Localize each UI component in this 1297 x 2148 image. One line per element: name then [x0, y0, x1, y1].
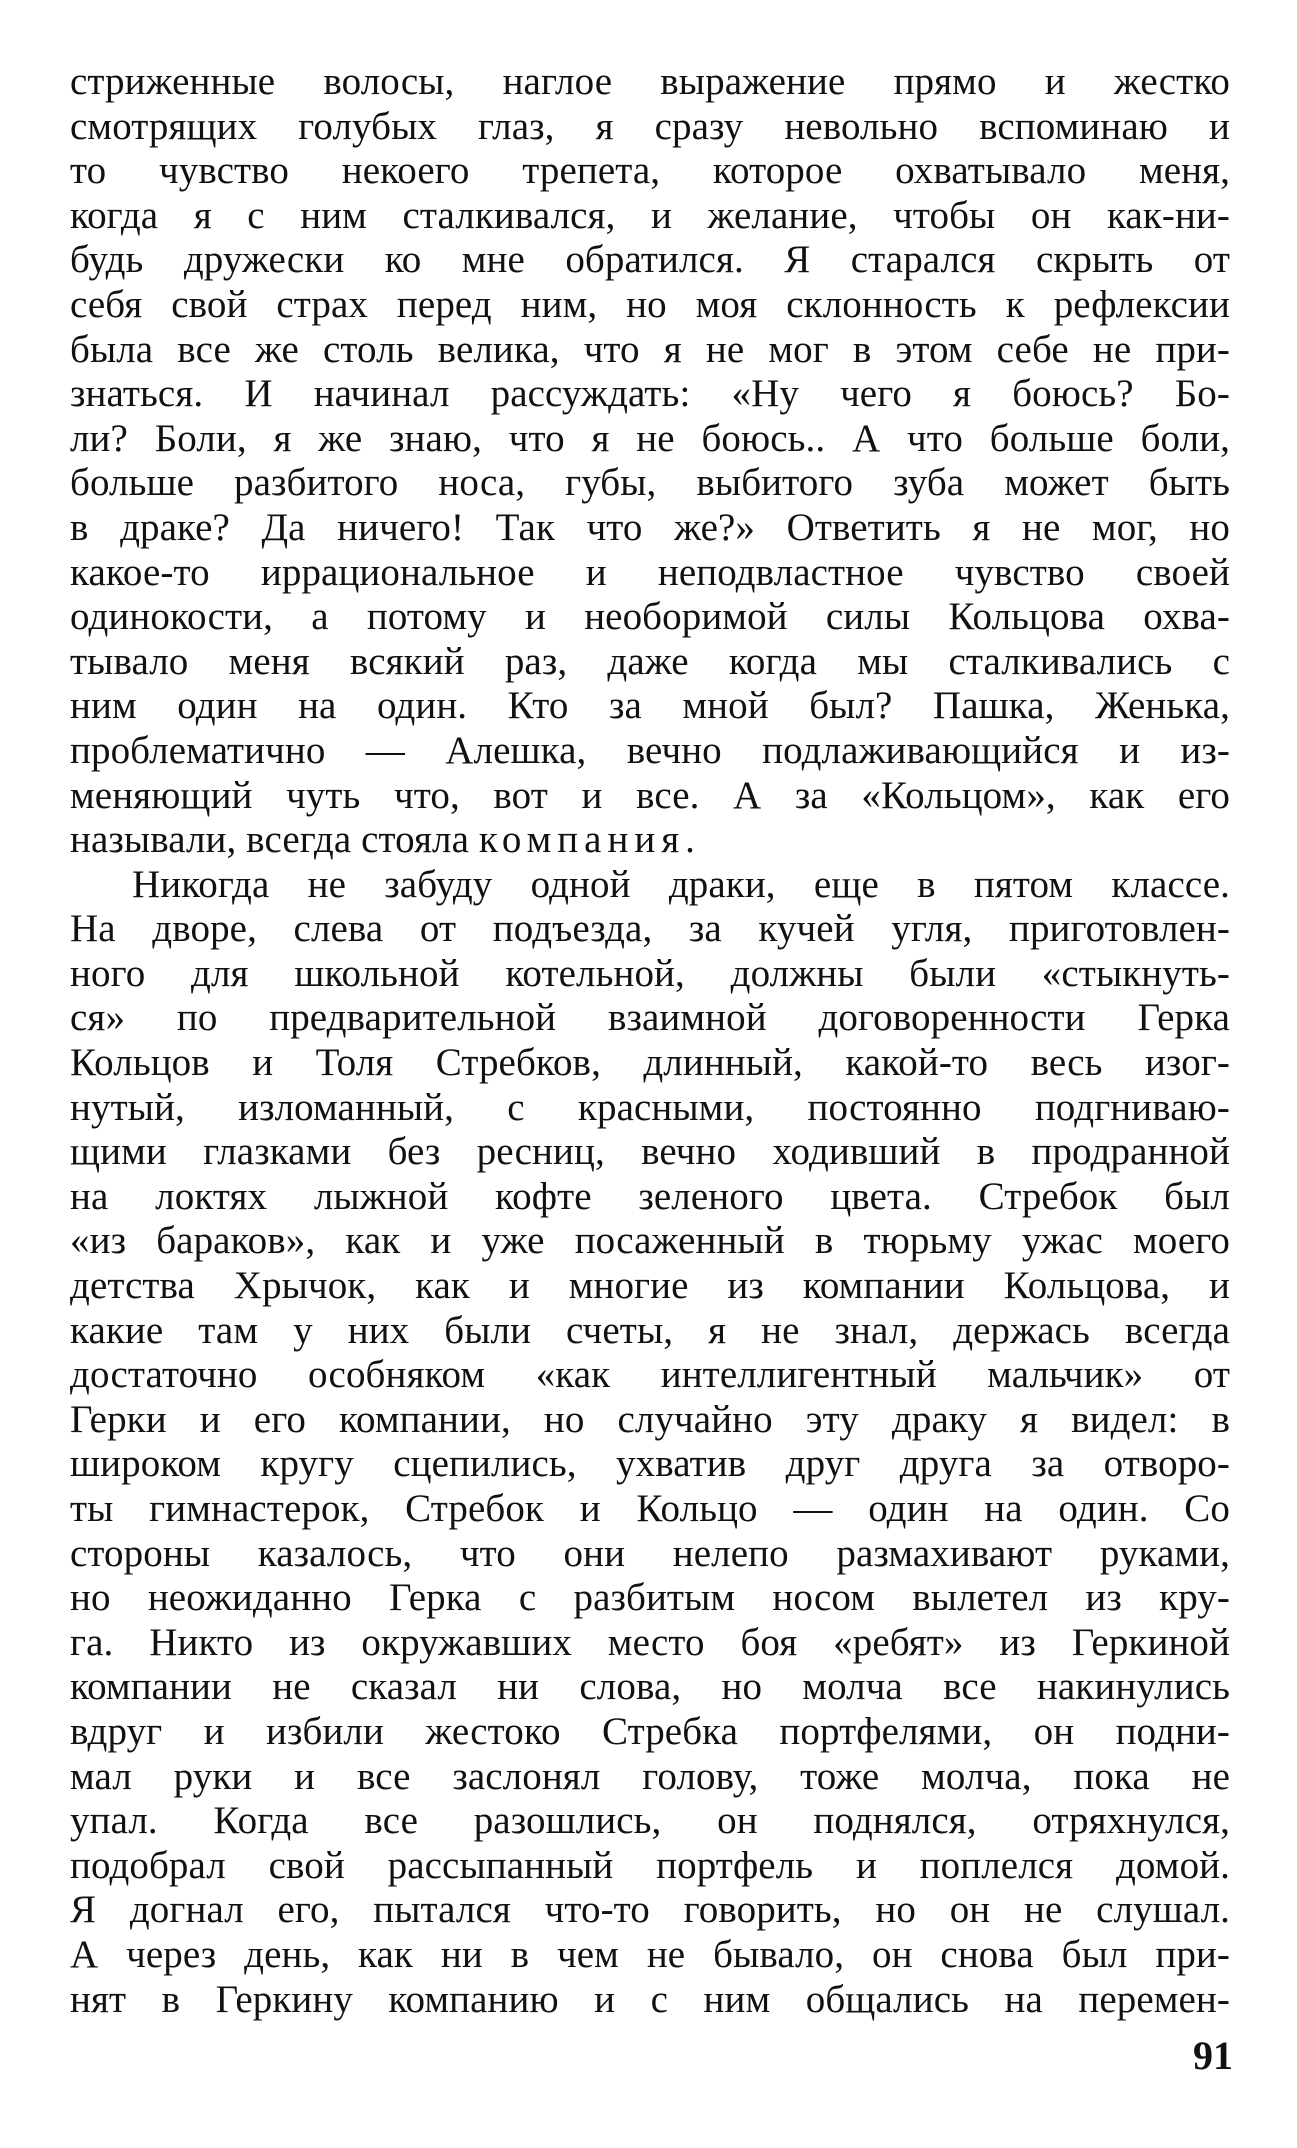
text-line [70, 1755, 1230, 1800]
text-line-content: ся» по предварительной взаимной договоренности Герка [70, 996, 1230, 1040]
text-line-content: какие там у них были счеты, я не знал, держась всегда [70, 1308, 1230, 1352]
text-line-content: проблематично — Алешка, вечно подлаживающийся и из- [70, 728, 1230, 772]
text-line-content: называли, всегда стояла [70, 818, 479, 862]
text-line-content: детства Хрычок, как и многие из компании Кольцова, и [70, 1264, 1230, 1308]
text-line-content: нят в Геркину компанию и с ним общались на перемен- [70, 1977, 1230, 2021]
text-line [70, 907, 1230, 952]
text-line-content: была все же столь велика, что я не мог в этом себе не при- [70, 327, 1230, 371]
text-line-content: тывало меня всякий раз, даже когда мы сталкивались с [70, 639, 1230, 683]
text-line-content: Я догнал его, пытался что-то говорить, но он не слушал. [70, 1888, 1230, 1932]
text-line [70, 417, 1230, 462]
text-line-content: подобрал свой рассыпанный портфель и поплелся домой. [70, 1843, 1230, 1887]
text-line-content: смотрящих голубых глаз, я сразу невольно вспоминаю и [70, 104, 1230, 148]
text-line-content: компании не сказал ни слова, но молча все накинулись [70, 1665, 1230, 1709]
text-line [70, 372, 1230, 417]
page-number: 91 [1193, 2033, 1233, 2078]
text-line-content: достаточно особняком «как интеллигентный мальчик» от [70, 1353, 1230, 1397]
text-line [70, 1219, 1230, 1264]
text-line [70, 684, 1230, 729]
text-line [70, 996, 1230, 1041]
text-line-content: на локтях лыжной кофте зеленого цвета. Стребок был [70, 1174, 1230, 1218]
text-line-content: в драке? Да ничего! Так что же?» Ответить я не мог, но [70, 505, 1230, 549]
text-line [70, 1844, 1230, 1889]
text-line [70, 1130, 1230, 1175]
text-line [70, 1799, 1230, 1844]
text-line-content: Герки и его компании, но случайно эту драку я видел: в [70, 1397, 1230, 1441]
text-line [70, 283, 1230, 328]
text-line-content: больше разбитого носа, губы, выбитого зуба может быть [70, 461, 1230, 505]
text-line [70, 105, 1230, 150]
text-line-content: ним один на один. Кто за мной был? Пашка, Женька, [70, 684, 1230, 728]
text-line-content: но неожиданно Герка с разбитым носом вылетел из кру- [70, 1576, 1230, 1620]
text-line-content: «из бараков», как и уже посаженный в тюрьму ужас моего [70, 1219, 1230, 1263]
text-line-content: меняющий чуть что, вот и все. А за «Кольцом», как его [70, 773, 1230, 817]
text-line [70, 1353, 1230, 1398]
text-line [70, 774, 1230, 819]
text-line [70, 1487, 1230, 1532]
text-line-content: вдруг и избили жестоко Стребка портфелями, он подни- [70, 1709, 1230, 1753]
text-line-content: упал. Когда все разошлись, он поднялся, отряхнулся, [70, 1799, 1230, 1843]
text-line-content: то чувство некоего трепета, которое охватывало меня, [70, 149, 1230, 193]
text-line-content: себя свой страх перед ним, но моя склонность к рефлексии [70, 282, 1230, 326]
text-line [70, 1978, 1230, 2023]
text-line-content: ли? Боли, я же знаю, что я не боюсь.. А что больше боли, [70, 416, 1230, 460]
text-line-content: На дворе, слева от подъезда, за кучей угля, приготовлен- [70, 907, 1230, 951]
text-line-content: знаться. И начинал рассуждать: «Ну чего я боюсь? Бо- [70, 372, 1230, 416]
text-line [70, 1933, 1230, 1978]
text-line [70, 1086, 1230, 1131]
text-line-content: мал руки и все заслонял голову, тоже молча, пока не [70, 1754, 1230, 1798]
text-line [70, 818, 1230, 863]
text-line [70, 60, 1230, 105]
text-line-content: одинокости, а потому и необоримой силы Кольцова охва- [70, 595, 1230, 639]
text-line-content: га. Никто из окружавших место боя «ребят» из Геркиной [70, 1620, 1230, 1664]
text-line-content: нутый, изломанный, с красными, постоянно подгниваю- [70, 1085, 1230, 1129]
text-line [70, 1175, 1230, 1220]
text-line [70, 328, 1230, 373]
text-line [70, 1264, 1230, 1309]
text-line-content: стриженные волосы, наглое выражение прямо и жестко [70, 60, 1230, 103]
text-line [70, 729, 1230, 774]
text-line-content: ты гимнастерок, Стребок и Кольцо — один на один. Со [70, 1487, 1230, 1530]
text-line [70, 1532, 1230, 1577]
text-line-content: Никогда не забуду одной драки, еще в пятом классе. [132, 862, 1230, 906]
text-line-content: какое-то иррациональное и неподвластное чувство своей [70, 550, 1230, 594]
text-line [70, 1576, 1230, 1621]
text-line-content: стороны казалось, что они нелепо размахивают руками, [70, 1531, 1230, 1575]
text-line [70, 194, 1230, 239]
text-line-content: когда я с ним сталкивался, и желание, чтобы он как-ни- [70, 193, 1230, 237]
text-line [70, 1309, 1230, 1354]
text-line [70, 1665, 1230, 1710]
text-line-content: широком кругу сцепились, ухватив друг друга за отворо- [70, 1442, 1230, 1486]
text-line-content: ного для школьной котельной, должны были «стыкнуть- [70, 951, 1230, 995]
text-line [70, 640, 1230, 685]
text-line [70, 551, 1230, 596]
text-line-content: щими глазками без ресниц, вечно ходивший в продранной [70, 1130, 1230, 1174]
text-line [70, 149, 1230, 194]
text-line [70, 1442, 1230, 1487]
text-line-content: А через день, как ни в чем не бывало, он снова был при- [70, 1932, 1230, 1976]
text-line-content: будь дружески ко мне обратился. Я старался скрыть от [70, 238, 1230, 282]
text-line [70, 238, 1230, 283]
text-line [70, 1710, 1230, 1755]
text-line [70, 1398, 1230, 1443]
text-line [70, 1888, 1230, 1933]
text-line [70, 1621, 1230, 1666]
text-line-content: Кольцов и Толя Стребков, длинный, какой-то весь изог- [70, 1041, 1230, 1085]
text-line [70, 1041, 1230, 1086]
text-line [70, 952, 1230, 997]
text-line [70, 863, 1230, 908]
text-line [70, 595, 1230, 640]
page-body [70, 60, 1230, 2022]
spaced-emphasis-text: компания. [478, 818, 701, 862]
text-line [70, 461, 1230, 506]
text-line [70, 506, 1230, 551]
